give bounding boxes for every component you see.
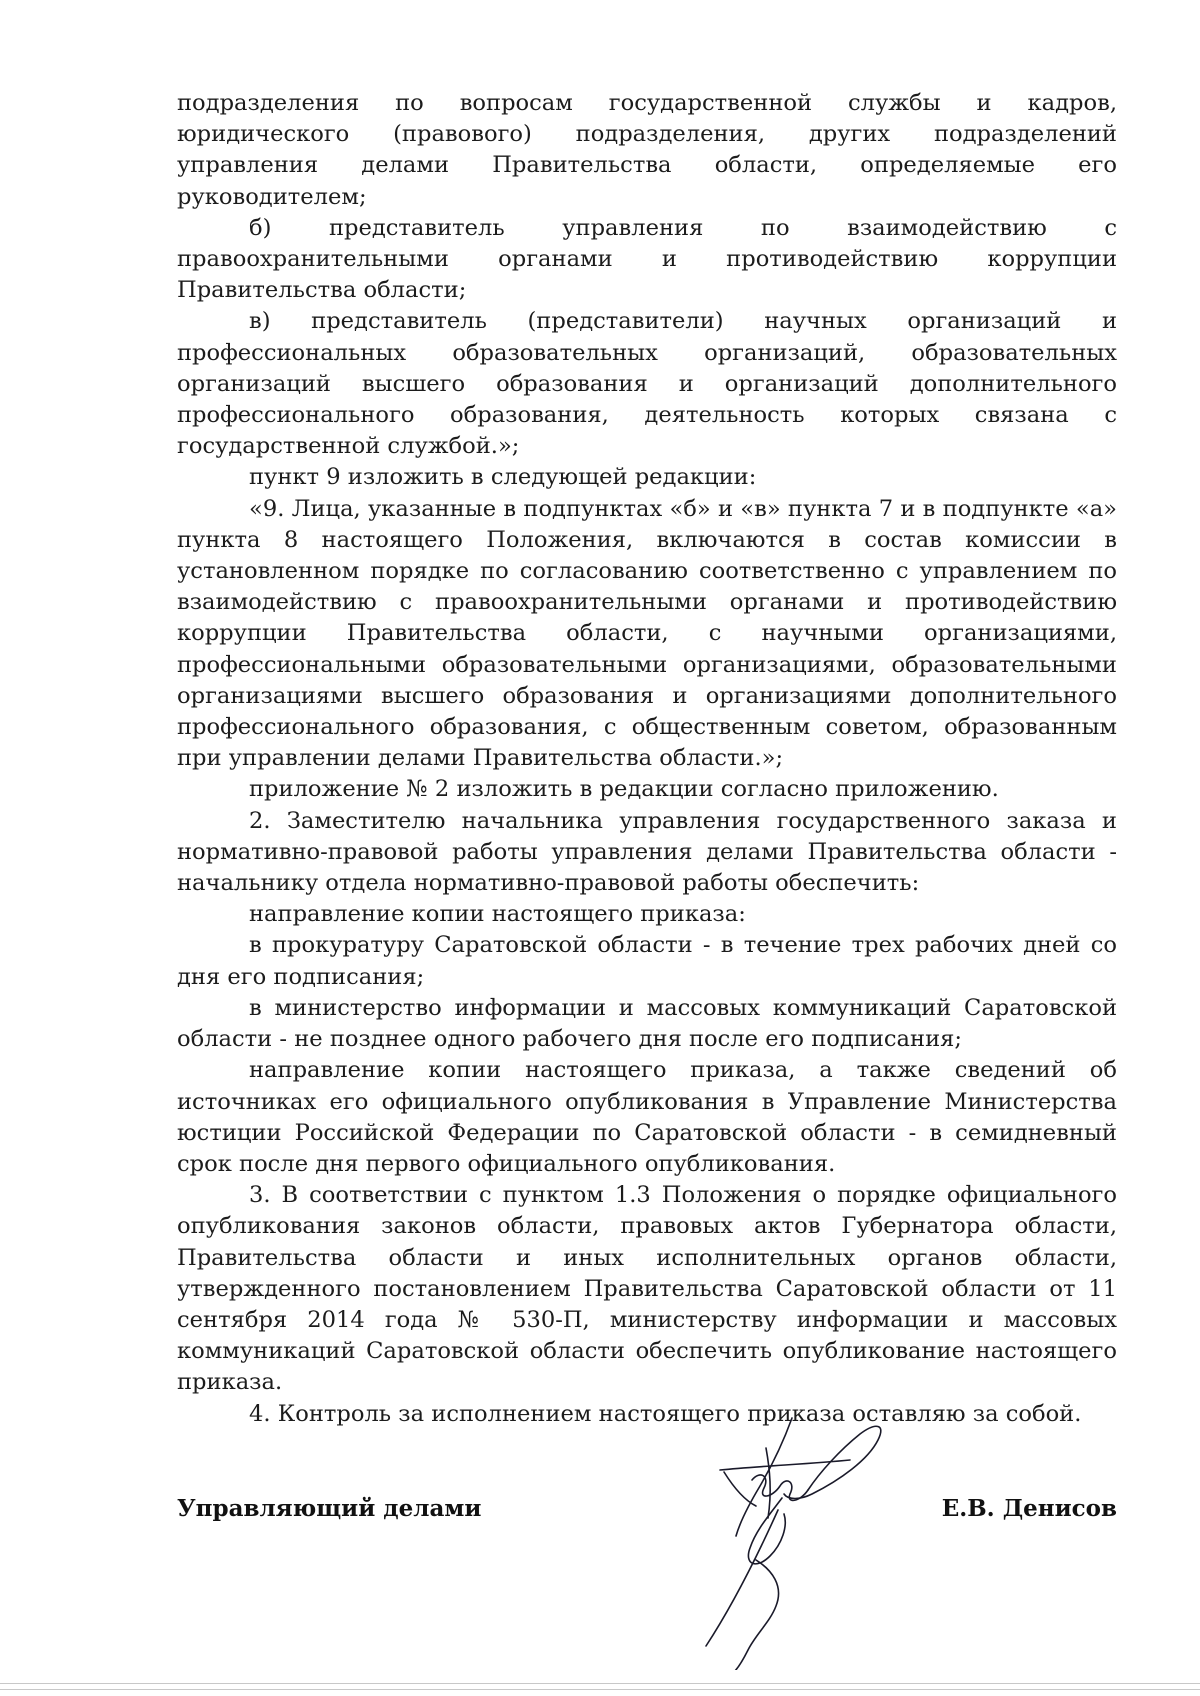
paragraph: б) представитель управления по взаимодействию с правоохранительными органами и противодействию коррупции Правительства области;: [177, 214, 1117, 304]
paragraph: в прокуратуру Саратовской области - в течение трех рабочих дней со дня его подписания;: [177, 932, 1117, 990]
signature-block: [177, 1487, 1117, 1527]
document-body: [177, 88, 1117, 1430]
signatory-position: Управляющий делами: [177, 1495, 482, 1522]
signatory-name: Е.В. Денисов: [941, 1495, 1117, 1522]
paragraph: «9. Лица, указанные в подпунктах «б» и «в» пункта 7 и в подпункте «а» пункта 8 настоящего Положения, включаются в состав комиссии в установленном порядке по согласованию соответственно с управлением по взаимодействию с правоохранительными органами и противодействию коррупции Правительства области, с научными организациями, профессиональными образовательными организациями, образовательными организациями высшего образования и организациями дополнительного профессионального образования, с общественным советом, образованным при управлении делами Правительства области.»;: [177, 495, 1117, 772]
paragraph: 2. Заместителю начальника управления государственного заказа и нормативно-правовой работы управления делами Правительства области - начальнику отдела нормативно-правовой работы обеспечить:: [177, 807, 1117, 897]
paragraph: 4. Контроль за исполнением настоящего приказа оставляю за собой.: [249, 1400, 1082, 1427]
handwritten-signature-icon: [700, 1410, 960, 1670]
paragraph: пункт 9 изложить в следующей редакции:: [249, 464, 757, 491]
paragraph: направление копии настоящего приказа:: [249, 901, 746, 928]
paragraph: приложение № 2 изложить в редакции согласно приложению.: [249, 776, 999, 803]
paragraph: в) представитель (представители) научных организаций и профессиональных образовательных организаций, образовательных организаций высшего образования и организаций дополнительного профессионального образования, деятельность которых связана с государственной службой.»;: [177, 308, 1117, 460]
paragraph: 3. В соответствии с пунктом 1.3 Положения о порядке официального опубликования законов области, правовых актов Губернатора области, Правительства области и иных исполнительных органов области, утвержденного постановлением Правительства Саратовской области от 11 сентября 2014 года № 530-П, министерству информации и массовых коммуникаций Саратовской области обеспечить опубликование настоящего приказа.: [177, 1182, 1117, 1396]
paragraph: в министерство информации и массовых коммуникаций Саратовской области - не позднее одного рабочего дня после его подписания;: [177, 994, 1117, 1053]
paragraph: направление копии настоящего приказа, а также сведений об источниках его официального опубликования в Управление Министерства юстиции Российской Федерации по Саратовской области - в семидневный срок после дня первого официального опубликования.: [177, 1057, 1117, 1177]
scan-edge-line: [0, 1683, 1200, 1684]
paragraph: подразделения по вопросам государственной службы и кадров, юридического (правового) подразделения, других подразделений управления делами Правительства области, определяемые его руководителем;: [177, 90, 1117, 210]
scan-edge-line: [0, 1689, 1200, 1690]
